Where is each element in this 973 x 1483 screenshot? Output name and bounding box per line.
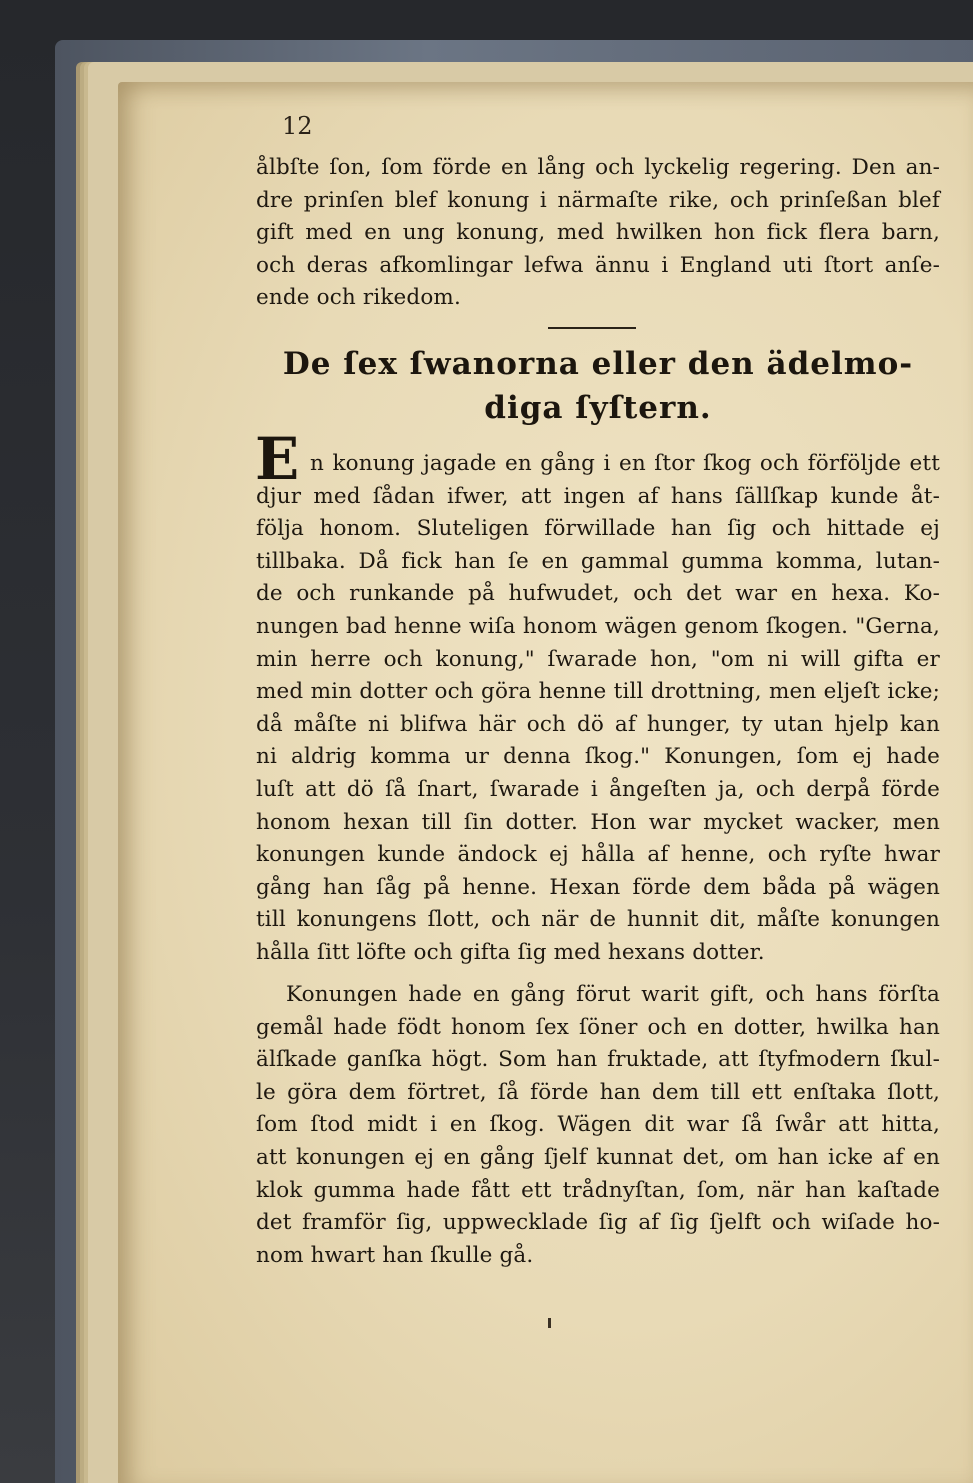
chapter-title-line-2: diga ſyſtern.: [484, 390, 712, 426]
text-line: min herre och konung," ſwarade hon, "om ni will gifta er: [256, 646, 940, 672]
section-divider: [548, 327, 636, 329]
text-line: konungen kunde ändock ej hålla af henne, och ryſte hwar: [256, 842, 940, 868]
text-line: ni aldrig komma ur denna ſkog." Konungen, ſom ej hade: [256, 744, 940, 770]
text-line: honom hexan till ſin dotter. Hon war mycket wacker, men: [256, 809, 940, 835]
text-line: djur med ſådan ifwer, att ingen af hans ſällſkap kunde åt-: [256, 483, 940, 509]
text-line: Konungen hade en gång förut warit gift, och hans förſta: [286, 982, 940, 1007]
paragraph-story-opening: [256, 448, 940, 970]
text-line: tillbaka. Då fick han ſe en gammal gumma komma, lutan-: [256, 548, 940, 574]
text-line: nungen bad henne wiſa honom wägen genom ſkogen. "Gerna,: [256, 613, 940, 639]
paragraph-continuation: [256, 152, 940, 315]
text-line: le göra dem förtret, ſå förde han dem till ett enſtaka ſlott,: [256, 1079, 940, 1105]
text-line: med min dotter och göra henne till drottning, men eljeſt icke;: [256, 679, 940, 705]
text-line: gemål hade födt honom ſex ſöner och en dotter, hwilka han: [256, 1014, 940, 1040]
paper-speck: [548, 1318, 551, 1328]
text-line: det framför ſig, uppwecklade ſig af ſig ſjelft och wiſade ho-: [256, 1210, 940, 1236]
text-line: n konung jagade en gång i en ſtor ſkog och förföljde ett: [310, 451, 940, 476]
text-line: ålbſte ſon, ſom förde en lång och lyckelig regering. Den an-: [256, 155, 940, 180]
text-line: ende och rikedom.: [256, 285, 461, 311]
page-number: 12: [282, 112, 313, 140]
paragraph-kings-children: [256, 979, 940, 1272]
text-line: ſom ſtod midt i en ſkog. Wägen dit war ſå ſwår att hitta,: [256, 1112, 940, 1138]
text-line: älſkade ganſka högt. Som han fruktade, att ſtyfmodern ſkul-: [256, 1047, 940, 1073]
text-line: och deras afkomlingar lefwa ännu i England uti ſtort anſe-: [256, 252, 940, 278]
text-line: då måſte ni blifwa här och dö af hunger, ty utan hjelp kan: [256, 711, 940, 737]
text-line: hålla ſitt löfte och gifta ſig med hexans dotter.: [256, 939, 765, 965]
drop-cap: E: [255, 425, 300, 493]
chapter-title-line-1: De ſex ſwanorna eller den ädelmo-: [282, 346, 914, 382]
text-line: att konungen ej en gång ſjelf kunnat det, om han icke af en: [256, 1144, 940, 1170]
text-line: de och runkande på hufwudet, och det war en hexa. Ko-: [256, 581, 940, 607]
text-line: gift med en ung konung, med hwilken hon fick flera barn,: [256, 220, 940, 246]
text-line: nom hwart han ſkulle gå.: [256, 1242, 534, 1268]
text-line: dre prinſen blef konung i närmaſte rike, och prinſeßan blef: [256, 187, 940, 213]
text-line: till konungens ſlott, och när de hunnit dit, måſte konungen: [256, 907, 940, 933]
text-line: följa honom. Slutеligen förwillade han ſig och hittade ej: [256, 516, 940, 542]
text-line: luſt att dö ſå ſnart, ſwarade i ångeſten ja, och derpå förde: [256, 776, 940, 802]
text-line: gång han ſåg på henne. Hexan förde dem båda på wägen: [256, 874, 940, 900]
text-line: klok gumma hade fått ett trådnyſtan, ſom, när han kaſtade: [256, 1177, 940, 1203]
